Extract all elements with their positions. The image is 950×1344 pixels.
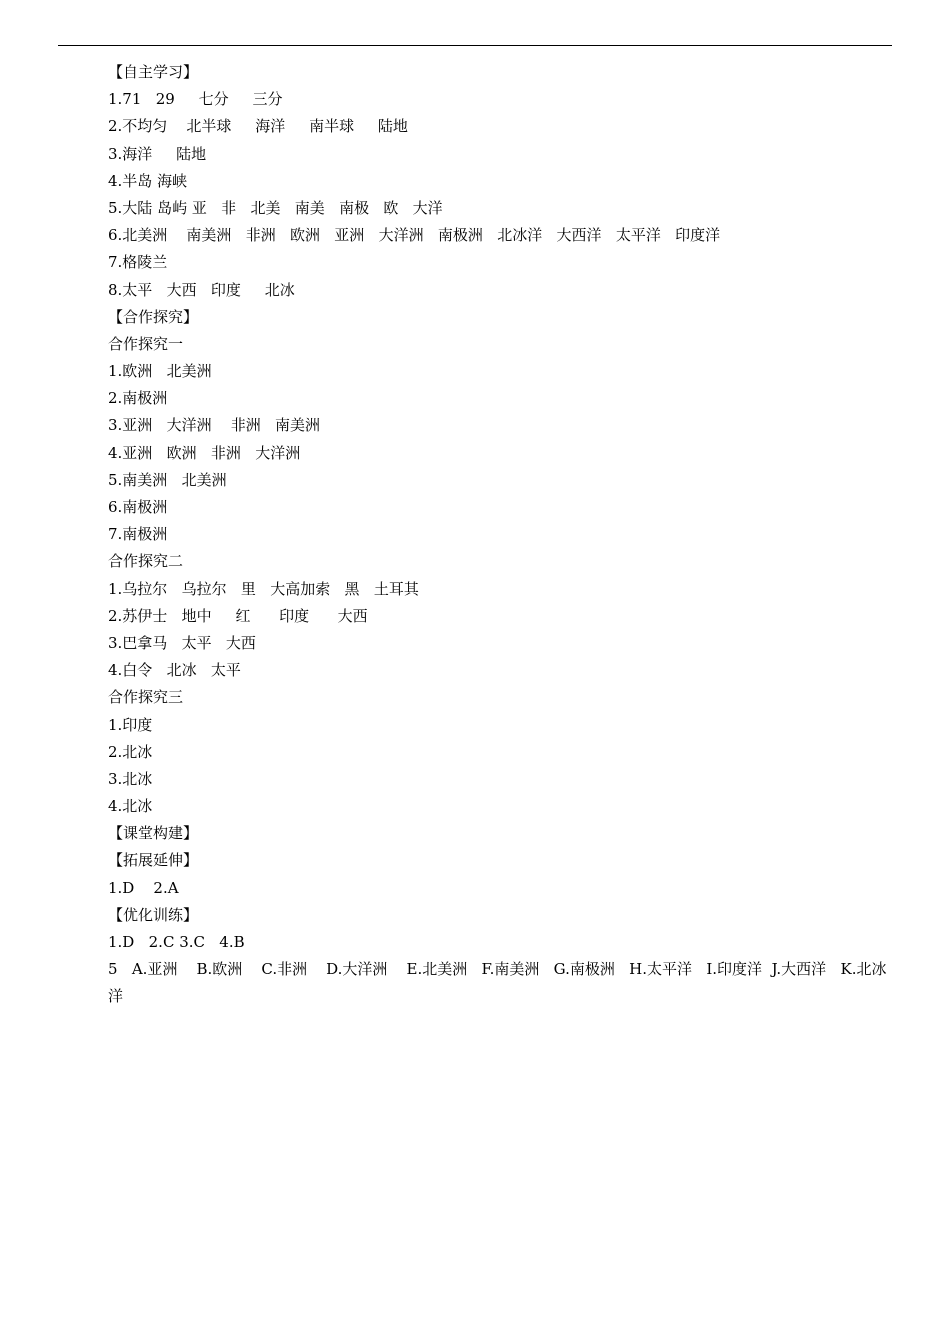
answer-line: 4.北冰 xyxy=(108,797,153,816)
answer-line: 3.北冰 xyxy=(108,769,153,788)
section-heading-optimized-training: 【优化训练】 xyxy=(108,905,199,924)
header-rule xyxy=(58,45,892,46)
answer-line: 1.D 2.C 3.C 4.B xyxy=(108,933,245,951)
answer-line: 2.不均匀 北半球 海洋 南半球 陆地 xyxy=(108,117,408,136)
answer-line: 3.巴拿马 太平 大西 xyxy=(108,633,256,652)
answer-line-wrapped: 5 A.亚洲 B.欧洲 C.非洲 D.大洋洲 E.北美洲 F.南美洲 G.南极洲 H.太平洋 I.印度洋 J.大西洋 K.北冰洋 xyxy=(108,960,887,1006)
answer-line: 5.南美洲 北美洲 xyxy=(108,470,227,489)
answer-line: 4.半岛 海峡 xyxy=(108,171,188,190)
answer-line: 1.乌拉尔 乌拉尔 里 大高加索 黑 土耳其 xyxy=(108,579,419,598)
answer-line: 1.印度 xyxy=(108,715,153,734)
answer-line: 8.太平 大西 印度 北冰 xyxy=(108,280,295,299)
section-heading-extension: 【拓展延伸】 xyxy=(108,851,199,870)
answer-line: 1.D 2.A xyxy=(108,878,179,897)
answer-line: 4.白令 北冰 太平 xyxy=(108,661,241,680)
answer-line: 3.亚洲 大洋洲 非洲 南美洲 xyxy=(108,416,320,435)
section-heading-cooperative-inquiry: 【合作探究】 xyxy=(108,307,199,326)
answer-line: 7.南极洲 xyxy=(108,525,168,544)
section-heading-self-study: 【自主学习】 xyxy=(108,63,199,81)
answer-line: 2.北冰 xyxy=(108,742,153,761)
answer-line: 2.南极洲 xyxy=(108,389,168,408)
answer-line: 4.亚洲 欧洲 非洲 大洋洲 xyxy=(108,443,301,462)
answer-line: 7.格陵兰 xyxy=(108,253,168,272)
answer-line: 6.北美洲 南美洲 非洲 欧洲 亚洲 大洋洲 南极洲 北冰洋 大西洋 太平洋 印度洋 xyxy=(108,226,721,245)
section-heading-class-construction: 【课堂构建】 xyxy=(108,824,199,843)
answer-line: 1.欧洲 北美洲 xyxy=(108,362,212,381)
answer-line: 2.苏伊士 地中 红 印度 大西 xyxy=(108,606,368,625)
answer-line: 3.海洋 陆地 xyxy=(108,144,207,163)
answer-line: 5.大陆 岛屿 亚 非 北美 南美 南极 欧 大洋 xyxy=(108,198,443,217)
subsection-heading: 合作探究一 xyxy=(108,334,184,353)
answer-sheet xyxy=(108,59,892,1011)
answer-line: 1.71 29 七分 三分 xyxy=(108,90,283,109)
answer-line: 6.南极洲 xyxy=(108,498,168,516)
subsection-heading: 合作探究二 xyxy=(108,552,184,571)
subsection-heading: 合作探究三 xyxy=(108,688,184,707)
